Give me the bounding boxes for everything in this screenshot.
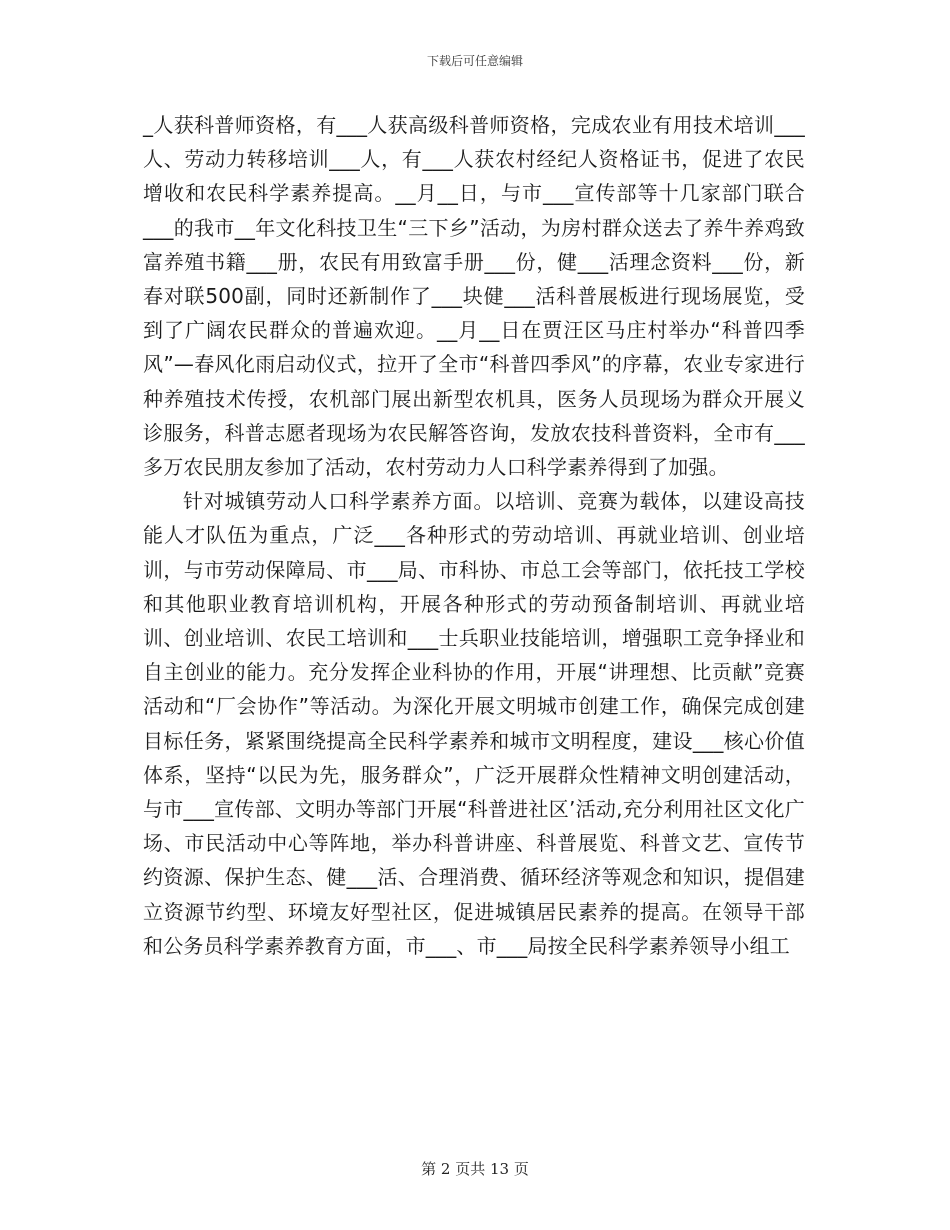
page-footer: 第 2 页共 13 页 [421, 1160, 529, 1178]
paragraph-1: _人获科普师资格，有___人获高级科普师资格，完成农业有用技术培训___人、劳动力转移培训___人，有___人获农村经纪人资格证书，促进了农民增收和农民科学素养提高。__月__日，与市___宣传部等十几家部门联合___的我市__年文化科技卫生“三下乡”活动，为房村群众送去了养牛养鸡致富养殖书籍___册，农民有用致富手册___份，健___活理念资料___份，新春对联500副，同时还新制作了___块健___活科普展板进行现场展览，受到了广阔农民群众的普遍欢迎。__月__日在贾汪区马庄村举办“科普四季风”—春风化雨启动仪式，拉开了全市“科普四季风”的序幕，农业专家进行种养殖技术传授，农机部门展出新型农机具，医务人员现场为群众开展义诊服务，科普志愿者现场为农民解答咨询，发放农技科普资料，全市有___多万农民朋友参加了活动，农村劳动力人口科学素养得到了加强。 [143, 113, 805, 480]
page-header: 下载后可任意编辑 [426, 54, 523, 68]
document-body [143, 108, 805, 963]
paragraph-2: 针对城镇劳动人口科学素养方面。以培训、竞赛为载体，以建设高技能人才队伍为重点，广泛___各种形式的劳动培训、再就业培训、创业培训，与市劳动保障局、市___局、市科协、市总工会等部门，依托技工学校和其他职业教育培训机构，开展各种形式的劳动预备制培训、再就业培训、创业培训、农民工培训和___士兵职业技能培训，增强职工竞争择业和自主创业的能力。充分发挥企业科协的作用，开展“讲理想、比贡献”竞赛活动和“厂会协作”等活动。为深化开展文明城市创建工作，确保完成创建目标任务，紧紧围绕提高全民科学素养和城市文明程度，建设___核心价值体系，坚持“以民为先，服务群众”，广泛开展群众性精神文明创建活动，与市___宣传部、文明办等部门开展“科普进社区’活动,充分利用社区文化广场、市民活动中心等阵地，举办科普讲座、科普展览、科普文艺、宣传节约资源、保护生态、健___活、合理消费、循环经济等观念和知识，提倡建立资源节约型、环境友好型社区，促进城镇居民素养的提高。在领导干部和公务员科学素养教育方面，市___、市___局按全民科学素养领导小组工 [143, 489, 805, 958]
